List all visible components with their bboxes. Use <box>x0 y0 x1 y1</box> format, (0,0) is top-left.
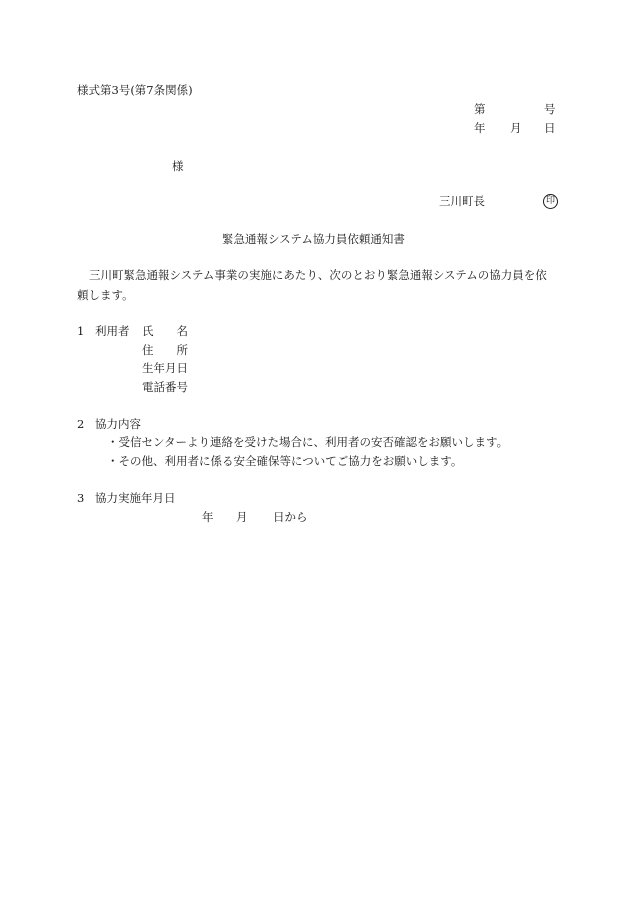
document-title: 緊急通報システム協力員依頼通知書 <box>222 232 405 246</box>
date-year: 年 <box>474 121 486 135</box>
section2-item: ・その他、利用者に係る安全確保等についてご協力をお願いします。 <box>107 454 463 468</box>
section3-year: 年 <box>202 510 214 524</box>
section3-heading: 協力実施年月日 <box>95 491 176 505</box>
field-birthdate-label: 生年月日 <box>142 361 188 375</box>
section1-heading: 利用者 <box>95 324 130 338</box>
section3-day: 日から <box>273 510 308 524</box>
section2-number: 2 <box>77 417 85 431</box>
seal-mark <box>543 194 558 209</box>
field-phone-label: 電話番号 <box>142 380 188 394</box>
issuer-title: 三川町長 <box>439 194 485 208</box>
field-name-label: 氏 名 <box>142 324 188 338</box>
addressee-suffix: 様 <box>172 159 184 173</box>
doc-no-suffix: 号 <box>544 102 556 116</box>
seal-icon: 印 <box>543 194 558 209</box>
section3-number: 3 <box>77 491 85 505</box>
body-paragraph <box>77 265 557 305</box>
body-text: 三川町緊急通報システム事業の実施にあたり、次のとおり緊急通報システムの協力員を依頼します。 <box>77 268 547 302</box>
form-number: 様式第3号(第7条関係) <box>77 83 193 97</box>
section3-month: 月 <box>236 510 248 524</box>
date-day: 日 <box>544 121 556 135</box>
field-address-label: 住 所 <box>142 343 188 357</box>
section2-item: ・受信センターより連絡を受けた場合に、利用者の安否確認をお願いします。 <box>107 435 509 449</box>
doc-no-prefix: 第 <box>474 102 486 116</box>
section2-heading: 協力内容 <box>95 417 141 431</box>
date-month: 月 <box>510 121 522 135</box>
section1-number: 1 <box>77 324 85 338</box>
